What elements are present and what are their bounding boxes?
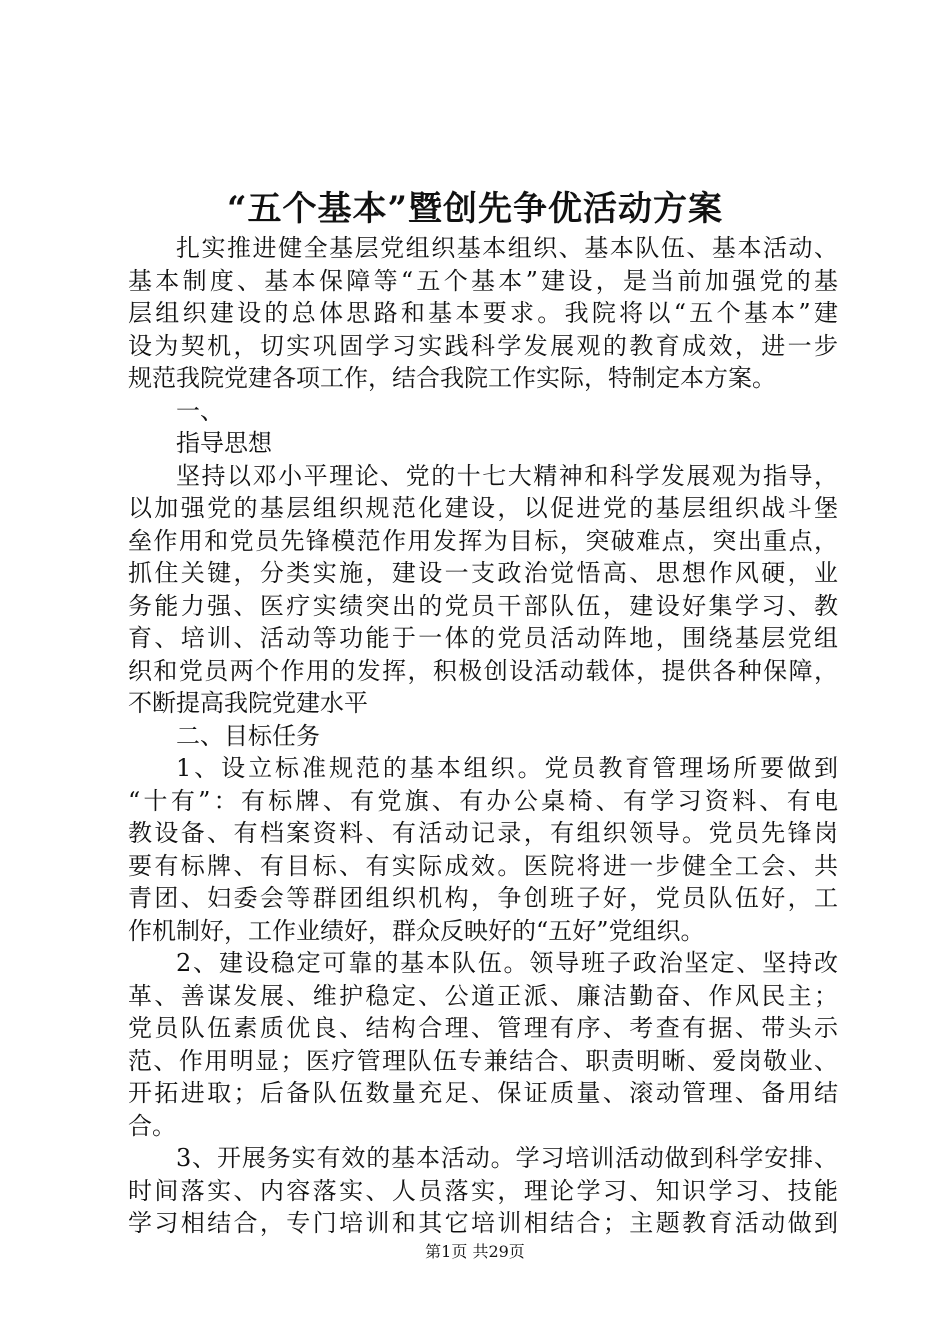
body-line: 要有标牌、有目标、有实际成效。医院将进一步健全工会、共	[128, 851, 838, 880]
document-title: “五个基本”暨创先争优活动方案	[226, 189, 724, 229]
body-line: 范、作用明显；医疗管理队伍专兼结合、职责明晰、爱岗敬业、	[128, 1046, 838, 1075]
body-line: 务能力强、医疗实绩突出的党员干部队伍，建设好集学习、教	[128, 591, 838, 620]
body-line: 3、开展务实有效的基本活动。学习培训活动做到科学安排、	[176, 1144, 838, 1172]
body-line: 青团、妇委会等群团组织机构，争创班子好，党员队伍好，工	[128, 884, 838, 912]
document-body	[128, 232, 838, 1240]
body-line: 开拓进取；后备队伍数量充足、保证质量、滚动管理、备用结	[128, 1079, 838, 1107]
body-line: 1、设立标准规范的基本组织。党员教育管理场所要做到	[176, 754, 838, 782]
body-line: 一、	[176, 396, 224, 425]
body-line: 扎实推进健全基层党组织基本组织、基本队伍、基本活动、	[176, 234, 838, 262]
body-line: 教设备、有档案资料、有活动记录，有组织领导。党员先锋岗	[128, 819, 838, 847]
body-line: 垒作用和党员先锋模范作用发挥为目标，突破难点，突出重点，	[128, 526, 838, 555]
body-line: 以加强党的基层组织规范化建设，以促进党的基层组织战斗堡	[128, 494, 838, 522]
page-footer: 第1页 共29页	[425, 1242, 525, 1261]
body-line: 不断提高我院党建水平	[128, 689, 368, 717]
body-line: 革、善谋发展、维护稳定、公道正派、廉洁勤奋、作风民主；	[128, 981, 838, 1010]
body-line: 二、目标任务	[176, 721, 320, 750]
body-line: 规范我院党建各项工作，结合我院工作实际，特制定本方案。	[128, 364, 776, 392]
body-line: 织和党员两个作用的发挥，积极创设活动载体，提供各种保障，	[128, 656, 838, 685]
body-line: 时间落实、内容落实、人员落实，理论学习、知识学习、技能	[128, 1176, 838, 1205]
body-line: 层组织建设的总体思路和基本要求。我院将以“五个基本”建	[128, 299, 838, 327]
body-line: 党员队伍素质优良、结构合理、管理有序、考查有据、带头示	[128, 1014, 838, 1042]
body-line: 抓住关键，分类实施，建设一支政治觉悟高、思想作风硬，业	[128, 559, 838, 587]
body-line: 2、建设稳定可靠的基本队伍。领导班子政治坚定、坚持改	[176, 949, 838, 977]
body-line: “十有”：有标牌、有党旗、有办公桌椅、有学习资料、有电	[128, 786, 838, 815]
body-line: 指导思想	[176, 429, 272, 457]
body-line: 育、培训、活动等功能于一体的党员活动阵地，围绕基层党组	[128, 624, 838, 652]
body-line: 合。	[128, 1111, 176, 1140]
body-line: 基本制度、基本保障等“五个基本”建设，是当前加强党的基	[128, 266, 838, 295]
body-line: 作机制好，工作业绩好，群众反映好的“五好”党组织。	[128, 916, 705, 945]
body-line: 坚持以邓小平理论、党的十七大精神和科学发展观为指导，	[176, 461, 838, 490]
body-line: 学习相结合，专门培训和其它培训相结合；主题教育活动做到	[128, 1209, 838, 1237]
body-line: 设为契机，切实巩固学习实践科学发展观的教育成效，进一步	[128, 331, 838, 360]
